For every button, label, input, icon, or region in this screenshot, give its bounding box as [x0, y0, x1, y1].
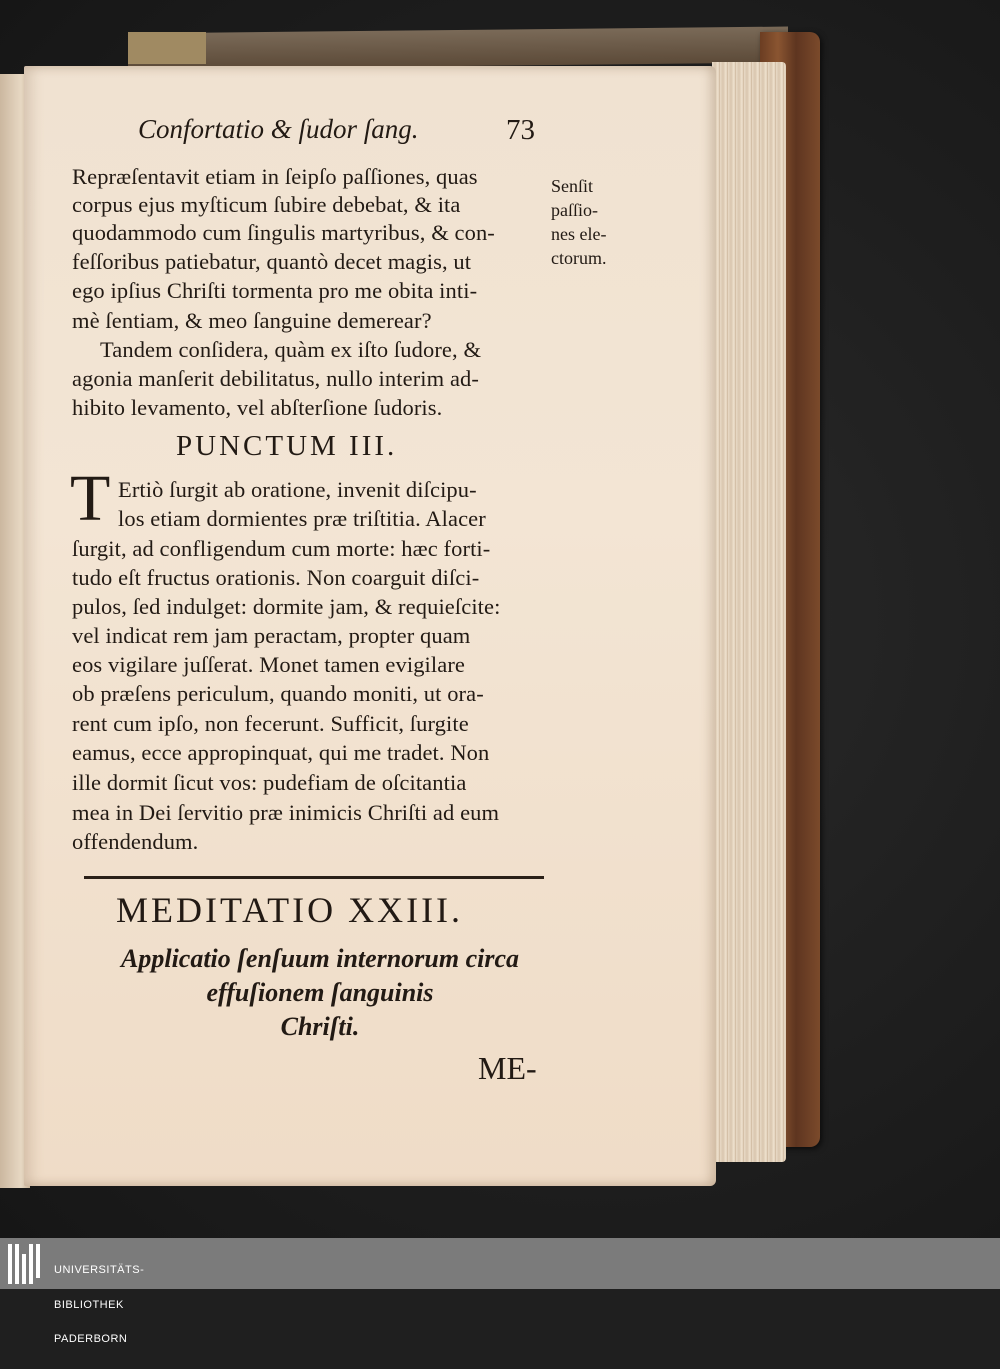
book-cover-top	[128, 27, 788, 70]
paragraph-line: Tandem conſidera, quàm ex iſto ſudore, &	[100, 337, 482, 362]
margin-note-line: paſſio-	[551, 200, 598, 220]
paragraph-line: offendendum.	[72, 829, 199, 854]
paragraph-line: quodammodo cum ſingulis martyribus, & con-	[72, 220, 495, 245]
section-heading: PUNCTUM III.	[176, 430, 398, 462]
library-name-line: UNIVERSITÄTS-	[54, 1264, 145, 1276]
paragraph-line: eos vigilare juſſerat. Monet tamen evigilare	[72, 652, 466, 677]
paragraph-line: ob præſens periculum, quando moniti, ut ora-	[72, 681, 484, 706]
paragraph-line: rent cum ipſo, non fecerunt. Sufficit, ſurgite	[72, 711, 469, 736]
paragraph-line: pulos, ſed indulget: dormite jam, & requieſcite:	[72, 594, 501, 619]
paragraph-line: vel indicat rem jam peractam, propter quam	[72, 623, 471, 648]
page-number: 73	[506, 114, 535, 146]
paragraph-line: Ertiò ſurgit ab oratione, invenit diſcipu-	[118, 477, 477, 502]
paragraph-line: tudo eſt fructus orationis. Non coarguit diſci-	[72, 565, 480, 590]
subtitle-line: Applicatio ſenſuum internorum circa	[121, 944, 519, 973]
running-head: Confortatio & ſudor ſang.	[138, 114, 419, 144]
paragraph-line: Repræſentavit etiam in ſeipſo paſſiones, quas	[72, 164, 478, 189]
library-name-line: PADERBORN	[54, 1333, 128, 1345]
page-stack-edges	[712, 62, 786, 1162]
margin-note-line: Senſit	[551, 176, 594, 196]
paragraph-line: los etiam dormientes præ triſtitia. Alacer	[118, 506, 486, 531]
paragraph-line: ego ipſius Chriſti tormenta pro me obita inti-	[72, 278, 478, 303]
paragraph-line: hibito levamento, vel abſterſione ſudoris.	[72, 395, 443, 420]
paragraph-line: ſurgit, ad confligendum cum morte: hæc forti-	[72, 536, 491, 561]
paragraph-line: feſſoribus patiebatur, quantò decet magis, ut	[72, 249, 472, 274]
paragraph-line: agonia manſerit debilitatus, nullo interim ad-	[72, 366, 479, 391]
margin-note-line: ctorum.	[551, 248, 607, 268]
library-name	[54, 1242, 144, 1369]
subtitle-line: effuſionem ſanguinis	[206, 978, 434, 1007]
library-name-line: BIBLIOTHEK	[54, 1298, 124, 1311]
meditatio-heading: MEDITATIO XXIII.	[116, 890, 464, 930]
horizontal-rule	[84, 876, 544, 879]
paragraph-line: eamus, ecce appropinquat, qui me tradet. Non	[72, 740, 490, 765]
drop-cap: T	[70, 462, 111, 535]
paragraph-line: ille dormit ſicut vos: pudefiam de oſcitantia	[72, 770, 467, 795]
footer-bar	[0, 1238, 1000, 1345]
margin-note-line: nes ele-	[551, 224, 607, 244]
paragraph-line: mè ſentiam, & meo ſanguine demerear?	[72, 308, 432, 333]
subtitle-line: Chriſti.	[280, 1012, 360, 1041]
bookmark-tab	[128, 32, 206, 64]
catchword: ME-	[478, 1050, 537, 1086]
paragraph-line: mea in Dei ſervitio præ inimicis Chriſti ad eum	[72, 800, 500, 825]
library-logo-icon	[8, 1244, 40, 1284]
margin-note	[551, 174, 607, 270]
paragraph-line: corpus ejus myſticum ſubire debebat, & ita	[72, 192, 461, 217]
